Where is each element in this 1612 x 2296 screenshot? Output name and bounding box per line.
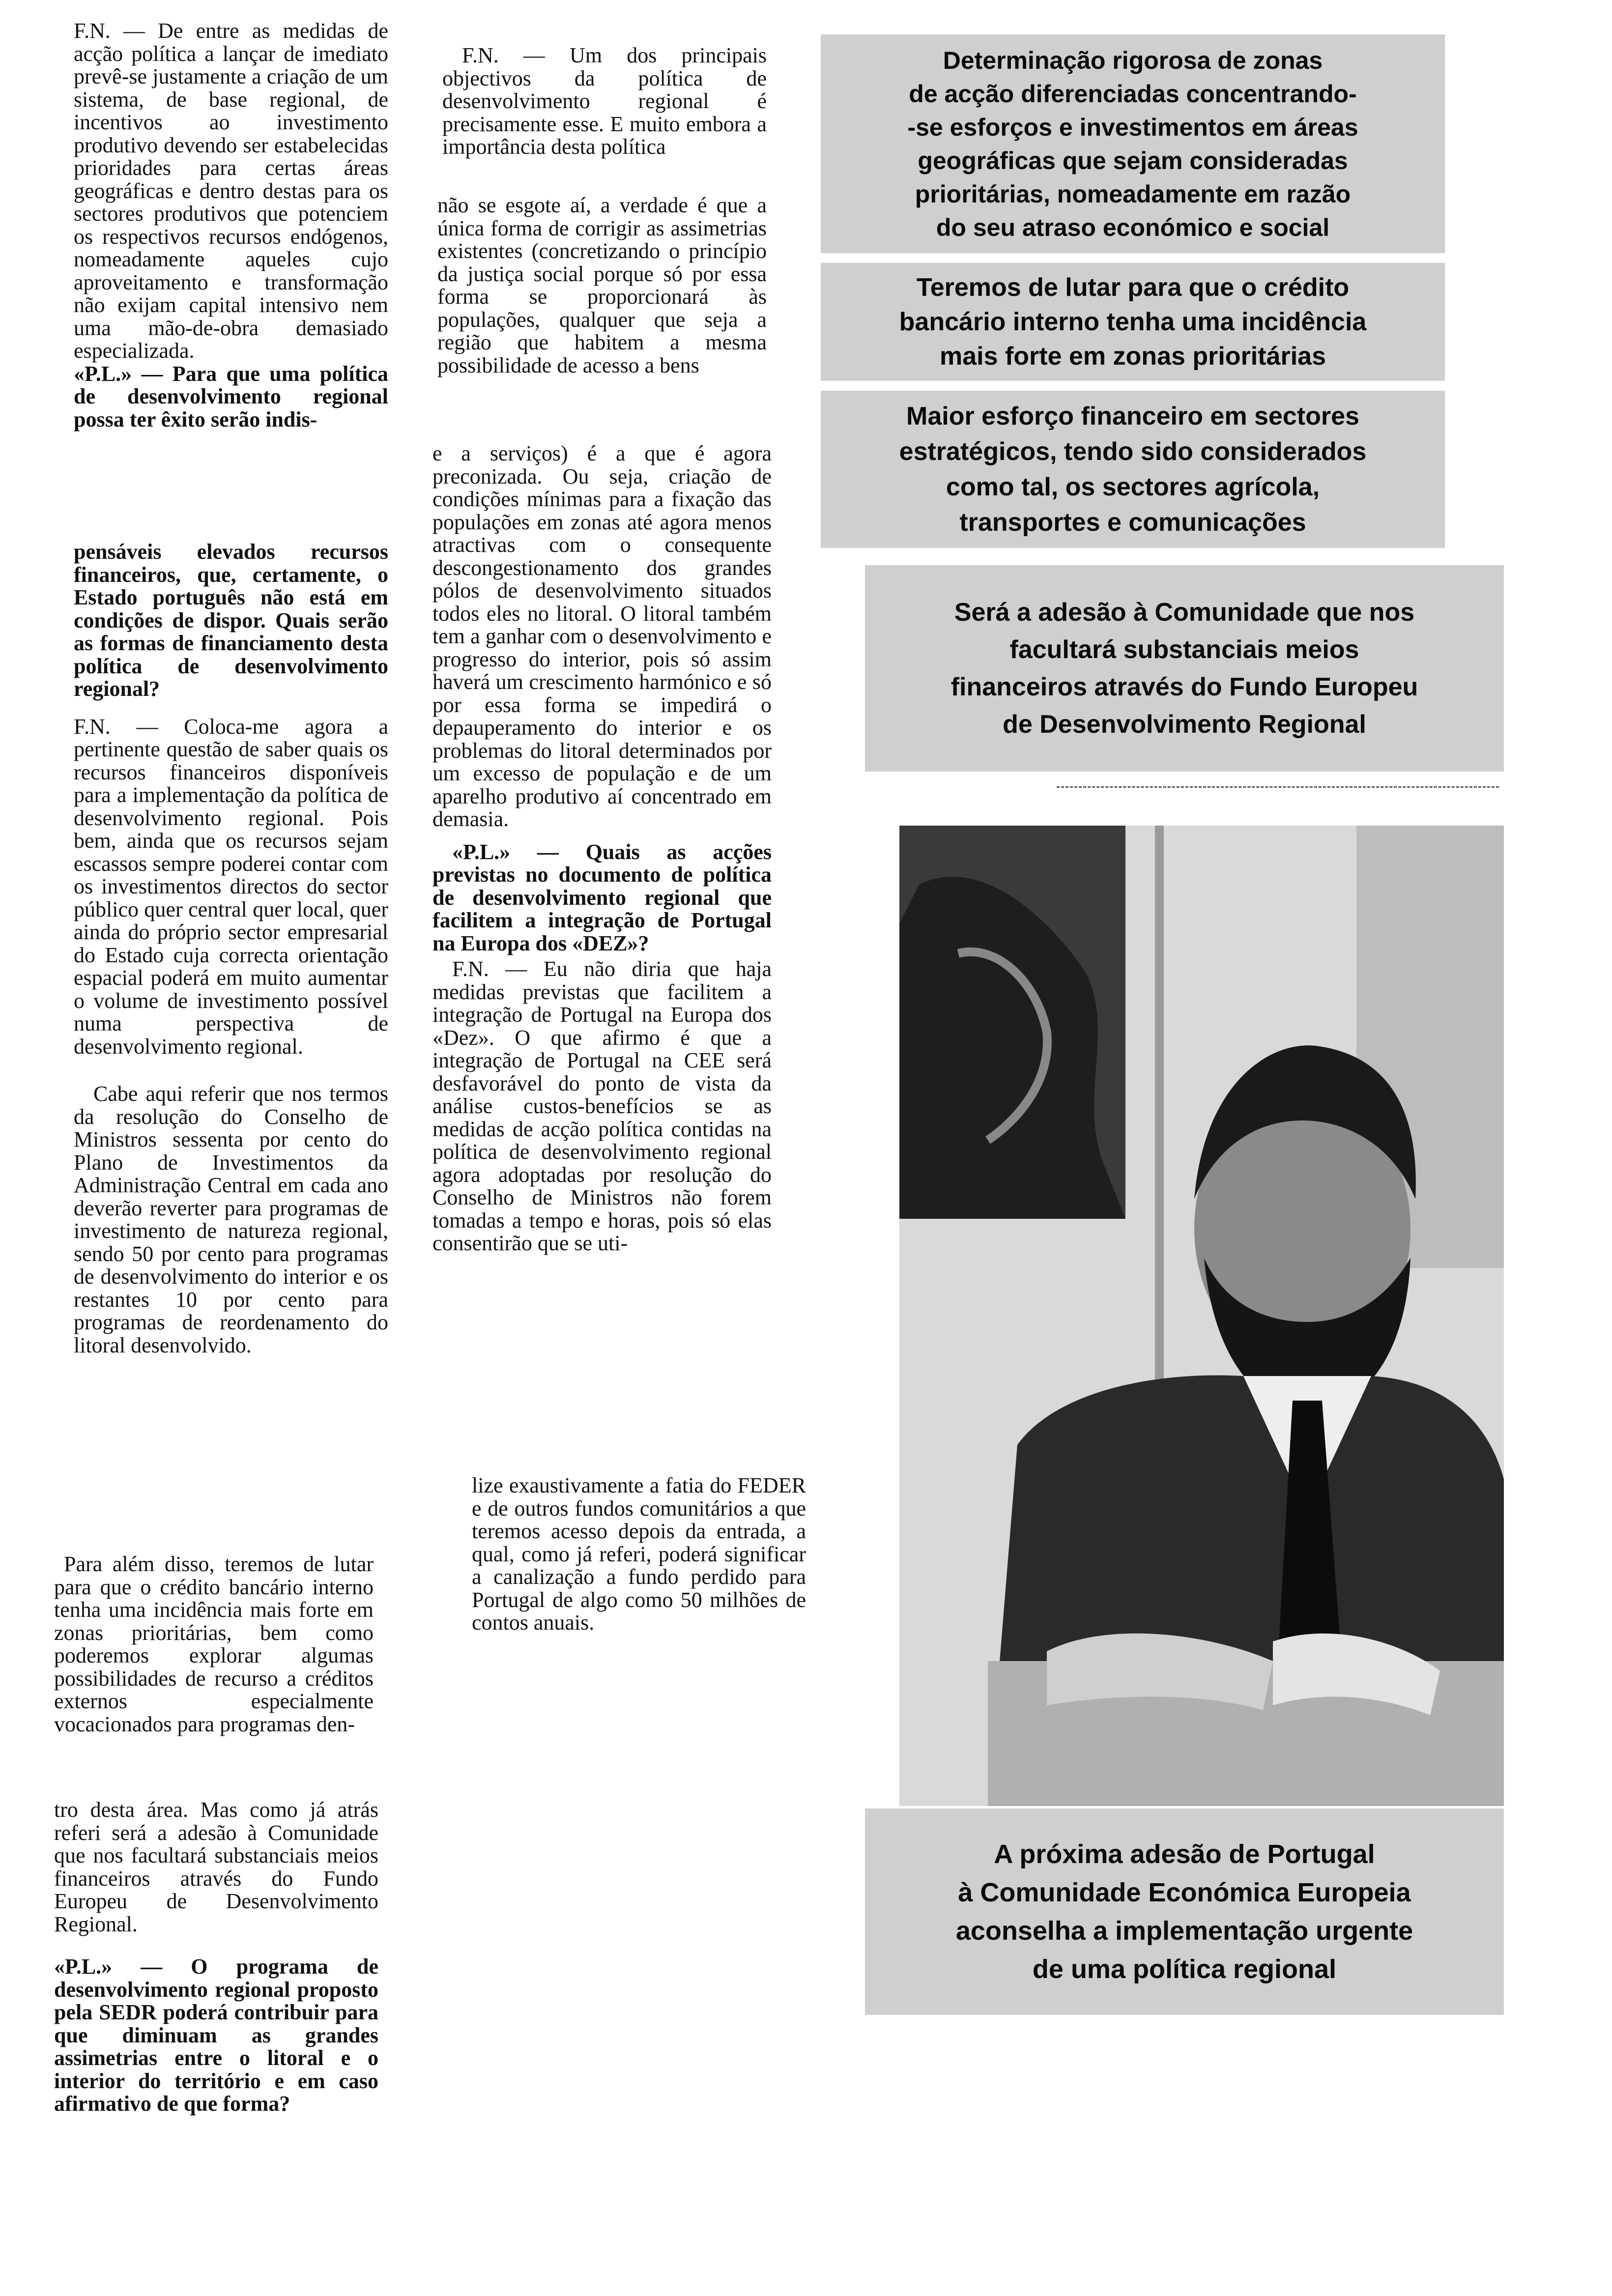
answer-paragraph: Para além disso, teremos de lutar para que o crédito bancário interno tenha uma incidência mais forte em zonas prioritárias, bem como poderemos explorar algumas possibilidades de recurso a créditos externos especialmente vocacionados para programas den- — [54, 1552, 374, 1736]
middle-column-cont-2 — [432, 442, 772, 1255]
answer-paragraph: F.N. — De entre as medidas de acção política a lançar de imediato prevê-se justamente a criação de um sistema, de base regional, de incentivos ao investimento produtivo devendo ser estabelecidas prioridades para certas áreas geográficas e dentro destas para os sectores produtivos que potenciem os respectivos recursos endógenos, nomeadamente aqueles cujo aproveitamento e transformação não exijam capital intensivo nem uma mão-de-obra demasiado especializada. — [74, 19, 388, 363]
portrait-photo-illustration — [899, 826, 1504, 1806]
left-column-cont-3 — [54, 1799, 378, 2116]
highlight-box-2: Teremos de lutar para que o crédito bancário interno tenha uma incidência mais forte em zonas prioritárias — [821, 263, 1445, 381]
question-paragraph: pensáveis elevados recursos financeiros, que, certamente, o Estado português não está em condições de dispor. Quais serão as formas de financiamento desta política de desenvolvimento regional? — [74, 540, 388, 701]
highlight-box-1: Determinação rigorosa de zonas de acção diferenciadas concentrando- -se esforços e investimentos em áreas geográficas que sejam consideradas prioritárias, nomeadamente em razão do seu atraso económico e social — [821, 34, 1445, 253]
divider — [1057, 786, 1499, 788]
middle-column-cont-1 — [437, 194, 767, 377]
middle-column-cont-3 — [472, 1474, 806, 1635]
left-column-cont-2 — [54, 1553, 374, 1736]
answer-paragraph: lize exaustivamente a fatia do FEDER e de outros fundos comunitários a que teremos acesso depois da entrada, a qual, como já referi, poderá significar a canalização a fundo perdido para Portugal de algo como 50 milhões de contos anuais. — [472, 1473, 806, 1635]
left-column-cont-1 — [74, 541, 388, 1357]
portrait-photo — [899, 826, 1504, 1806]
question-paragraph: «P.L.» — Para que uma política de desenvolvimento regional possa ter êxito serão indis- — [74, 361, 388, 431]
left-column — [74, 20, 388, 431]
question-paragraph: «P.L.» — O programa de desenvolvimento regional proposto pela SEDR poderá contribuir para que diminuam as grandes assimetrias entre o litoral e o interior do território e em caso afirmativo de que forma? — [54, 1954, 378, 2116]
answer-paragraph: Cabe aqui referir que nos termos da resolução do Conselho de Ministros sessenta por cento do Plano de Investimentos da Administração Central em cada ano deverão reverter para programas de investimento de natureza regional, sendo 50 por cento para programas de desenvolvimento do interior e os restantes 10 por cento para programas de reordenamento do litoral desenvolvido. — [74, 1082, 388, 1357]
highlight-box-4: Será a adesão à Comunidade que nos facultará substanciais meios financeiros através do Fundo Europeu de Desenvolvimento Regional — [865, 565, 1504, 772]
highlight-box-3: Maior esforço financeiro em sectores estratégicos, tendo sido considerados como tal, os sectores agrícola, transportes e comunicações — [821, 391, 1445, 548]
answer-paragraph: F.N. — Coloca-me agora a pertinente questão de saber quais os recursos financeiros disponíveis para a implementação da política de desenvolvimento regional. Pois bem, ainda que os recursos sejam escassos sempre poderei contar com os investimentos directos do sector público quer central quer local, quer ainda do próprio sector empresarial do Estado cuja correcta orientação espacial poderá em muito aumentar o volume de investimento possível numa perspectiva de desenvolvimento regional. — [74, 714, 388, 1059]
middle-column — [442, 44, 767, 159]
answer-paragraph: tro desta área. Mas como já atrás referi será a adesão à Comunidade que nos facultará substanciais meios financeiros através do Fundo Europeu de Desenvolvimento Regional. — [54, 1798, 378, 1936]
answer-paragraph: F.N. — Eu não diria que haja medidas previstas que facilitem a integração de Portugal na Europa dos «Dez». O que afirmo é que a integração de Portugal na CEE será desfavorável do ponto de vista da análise custos-benefícios se as medidas de acção política contidas na política de desenvolvimento regional agora adoptadas por resolução do Conselho de Ministros não forem tomadas a tempo e horas, pois só elas consentirão que se uti- — [432, 957, 772, 1255]
answer-paragraph: F.N. — Um dos principais objectivos da política de desenvolvimento regional é precisamente esse. E muito embora a importância desta política — [442, 43, 767, 159]
answer-paragraph: não se esgote aí, a verdade é que a única forma de corrigir as assimetrias existentes (concretizando o princípio da justiça social porque só por essa forma se proporcionará às populações, qualquer que seja a região que habitem a mesma possibilidade de acesso a bens — [437, 193, 767, 377]
question-paragraph: «P.L.» — Quais as acções previstas no documento de política de desenvolvimento regional que facilitem a integração de Portugal na Europa dos «DEZ»? — [432, 839, 772, 955]
highlight-box-5: A próxima adesão de Portugal à Comunidade Económica Europeia aconselha a implementação urgente de uma política regional — [865, 1808, 1504, 2015]
answer-paragraph: e a serviços) é a que é agora preconizada. Ou seja, criação de condições mínimas para a fixação das populações em zonas até agora menos atractivas com o consequente descongestionamento dos grandes pólos de desenvolvimento situados todos eles no litoral. O litoral também tem a ganhar com o desenvolvimento e progresso do interior, pois só assim haverá um crescimento harmónico e só por essa forma se impedirá o depauperamento do interior e os problemas do litoral determinados por um excesso de população e de um aparelho produtivo aí concentrado em demasia. — [432, 441, 772, 831]
